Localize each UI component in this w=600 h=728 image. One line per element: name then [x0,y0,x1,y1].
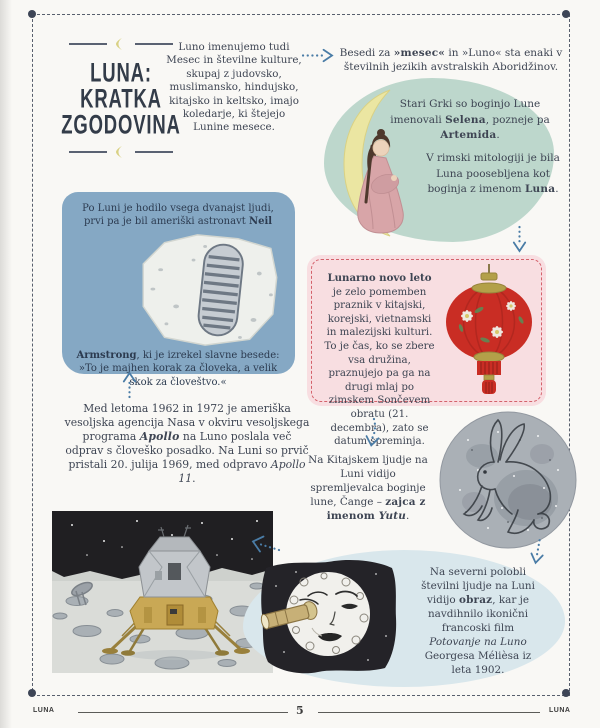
note-text-bold-italic: Yutu [378,510,406,522]
note-armstrong [72,202,284,389]
footer-rule [318,712,540,713]
note-text: Luno imenujemo tudi Mesec in številne kulture, skupaj z judovsko, muslimansko, hindujsko, kitajsko in keltsko, imajo koledarje, ki štejejo Lunine mesece. [166,41,302,134]
note-text: . [192,472,196,485]
footprint-illustration [134,231,284,349]
note-text-bold: Selena [445,113,486,126]
title-line: ZGODOVINA [61,109,181,140]
note-text: . [555,183,559,195]
note-text: , pozneje pa [485,113,550,126]
note-text-bold-italic: Apollo [139,430,180,443]
note-lunar-new-year [312,260,439,448]
title-bottom-decoration [46,144,196,160]
melies-moon-illustration [256,556,401,676]
dashed-arrow-up-icon [122,371,137,399]
note-moon-face-melies [415,565,541,677]
border-corner-dot [28,10,36,18]
note-text: Stari Grki so boginjo Lune imenovali [390,98,541,126]
note-text: , kar je navdihnilo ikonični francoski film [427,594,529,634]
dashed-arrow-up-left-icon [246,535,282,555]
title-line: KRATKA [80,83,162,114]
note-text: je zelo pomemben praznik v kitajski, korejski, vietnamski in malezijski kulturi. To je čas, ko se zbere vsa družina, praznujejo pa ga na drugi mlaj po zimskem Sončevem obratu (21. decembra), zato se datum spreminja. [324,286,435,448]
note-text-italic: Potovanje na Luno [429,636,527,648]
dashed-arrow-right-icon [301,48,335,63]
note-aboriginal-words [338,46,564,74]
border-corner-dot [28,689,36,697]
border-corner-dot [562,10,570,18]
rabbit-moon-illustration [438,410,578,550]
lantern-illustration [439,264,539,396]
scan-edge-shadow [0,0,12,728]
note-text: V rimski mitologiji je bila Luna poosebljena kot boginja z imenom [426,152,560,195]
note-text: Georgesa Mélièsa iz leta 1902. [424,650,532,676]
note-roman-goddess [426,151,560,198]
armstrong-card [62,192,295,388]
note-text: Med letoma 1962 in 1972 je ameriška vesoljska agencija Nasa v okviru vesoljskega programa [64,402,310,443]
note-text: Po Luni je hodilo vsega dvanajst ljudi, prvi pa je bil ameriški astronavt [82,203,274,228]
running-header-right: LUNA [549,707,571,714]
title-line: LUNA: [90,57,152,88]
page-footer [0,703,600,723]
page-number: 5 [296,704,304,717]
note-text-bold: Artemida [440,129,497,141]
note-text: . [496,129,500,141]
note-text-bold: zajca z imenom [326,496,426,522]
note-text: , ki je izrekel slavne besede: »To je majhen korak za človeka, a velik skok za človeštvo.« [78,349,280,388]
note-nasa-apollo [64,402,310,486]
note-text-bold: Lunarno novo leto [327,272,432,284]
note-text: Na Kitajskem ljudje na Luni vidijo spremljevalca boginje lune, Čange – [308,454,428,508]
note-china-rabbit [308,453,428,523]
border-corner-dot [562,689,570,697]
note-text: na Luno poslala več odprav s človeško posadko. Na Luni so prvič pristali 20. julija 1969, med odpravo [65,430,309,471]
note-text-bold: Neil Armstrong [76,216,273,361]
note-text-bold: Luna [524,183,556,195]
lunar-module-illustration [52,511,273,673]
running-header-left: LUNA [33,707,55,714]
crescent-icon [113,37,129,51]
dashed-arrow-down-icon [512,225,527,255]
footer-rule [78,712,288,713]
note-text-italic: Apollo 11 [178,458,306,485]
note-text: Na severni polobli številni ljudje na Luni vidijo [421,566,535,606]
crescent-icon [113,145,129,159]
note-text: . [405,510,410,522]
note-text-bold: obraz [458,594,493,606]
note-text-bold: »mesec« [393,47,446,59]
lunar-new-year-card [311,259,542,448]
note-text: Besedi za [339,47,394,59]
note-text: in »Luno« sta enaki v številnih jezikih avstralskih Aboridžinov. [343,47,563,74]
note-greek-goddess [390,97,550,144]
note-moon-calendars [166,41,302,135]
